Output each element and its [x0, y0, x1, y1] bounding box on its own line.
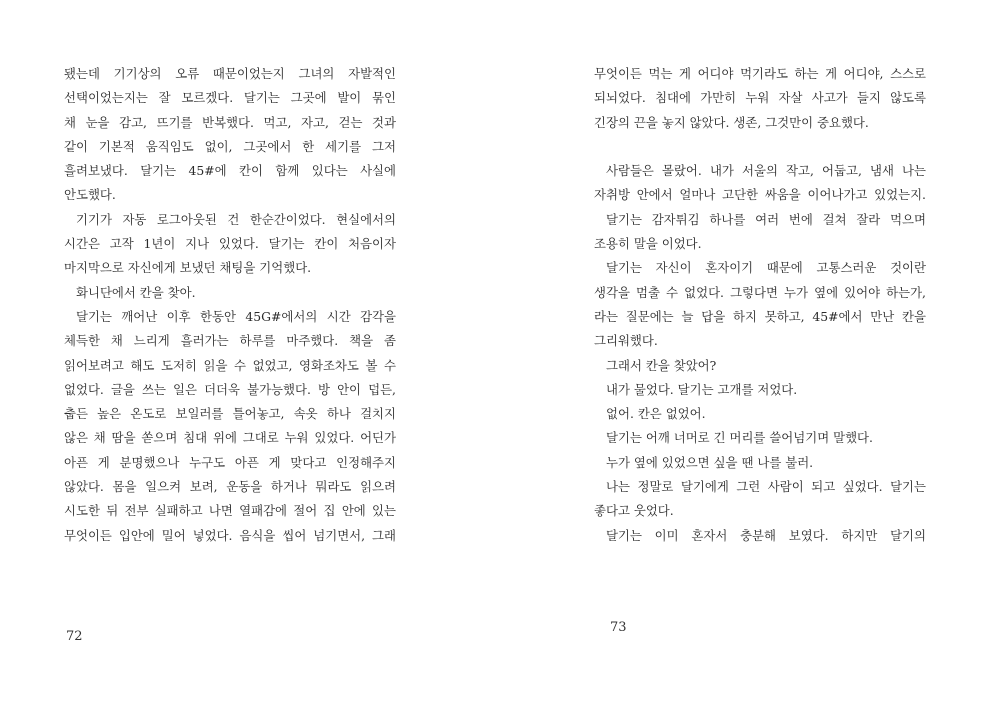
text-line: 됐는데 기기상의 오류 때문이었는지 그녀의 자발적인 [64, 66, 396, 81]
text-line: 나는 정말로 달기에게 그런 사람이 되고 싶었다. 달기는 [606, 479, 926, 495]
text-line: 무엇이든 먹는 게 어디야 먹기라도 하는 게 어디야, 스스로 [594, 66, 926, 81]
page-number-right: 73 [610, 620, 627, 635]
text-line: 시도한 뒤 전부 실패하고 나면 열패감에 절어 집 안에 있는 [64, 503, 396, 519]
page-number-left: 72 [66, 629, 83, 644]
text-line: 사람들은 몰랐어. 내가 서울의 작고, 어둡고, 냄새 나는 [606, 163, 926, 179]
text-line: 달기는 어깨 너머로 긴 머리를 쓸어넘기며 말했다. [606, 430, 873, 446]
text-line: 달기는 감자튀김 하나를 여러 번에 걸쳐 잘라 먹으며 [606, 211, 926, 227]
text-line: 마지막으로 자신에게 보냈던 채팅을 기억했다. [64, 260, 312, 276]
text-line: 읽어보려고 해도 도저히 읽을 수 없었고, 영화조차도 볼 수 [64, 357, 396, 373]
text-line: 긴장의 끈을 놓지 않았다. 생존, 그것만이 중요했다. [594, 114, 869, 130]
text-line: 생각을 멈출 수 없었다. 그렇다면 누가 옆에 있어야 하는가, [594, 284, 926, 300]
text-line: 안도했다. [64, 187, 116, 203]
text-line: 무엇이든 입안에 밀어 넣었다. 음식을 씹어 넘기면서, 그래 [64, 527, 396, 543]
text-line: 조용히 말을 이었다. [594, 236, 702, 252]
text-line: 내가 물었다. 달기는 고개를 저었다. [606, 381, 798, 397]
paragraph-gap [594, 135, 926, 159]
text-line: 없어. 칸은 없었어. [606, 406, 706, 422]
text-line: 라는 질문에는 늘 답을 하지 못하고, 45#에서 만난 칸을 [594, 308, 926, 324]
text-line: 화니단에서 칸을 찾아. [76, 284, 196, 300]
text-line: 아픈 게 분명했으나 누구도 아픈 게 맞다고 인정해주지 [64, 454, 396, 470]
text-line: 않은 채 땀을 쏟으며 침대 위에 그대로 누워 있었다. 어딘가 [64, 430, 396, 446]
text-line: 달기는 자신이 혼자이기 때문에 고통스러운 것이란 [606, 260, 926, 276]
text-line: 시간은 고작 1년이 지나 있었다. 달기는 칸이 처음이자 [64, 236, 396, 252]
text-line: 자취방 안에서 얼마나 고단한 싸움을 이어나가고 있었는지. [594, 187, 926, 203]
text-line: 기기가 자동 로그아웃된 건 한순간이었다. 현실에서의 [76, 211, 396, 227]
text-line: 선택이었는지는 잘 모르겠다. 달기는 그곳에 발이 묶인 [64, 90, 396, 106]
text-line: 좋다고 웃었다. [594, 503, 674, 519]
text-line: 채 눈을 감고, 뜨기를 반복했다. 먹고, 자고, 걷는 것과 [64, 114, 396, 130]
text-line: 체득한 채 느리게 흘러가는 하루를 마주했다. 책을 좀 [64, 333, 396, 349]
text-line: 흘려보냈다. 달기는 45#에 칸이 함께 있다는 사실에 [64, 163, 396, 179]
left-page [64, 62, 396, 548]
text-line: 없었다. 글을 쓰는 일은 더더욱 불가능했다. 방 안이 덥든, [64, 381, 396, 397]
text-line: 춥든 높은 온도로 보일러를 틀어놓고, 속옷 하나 걸치지 [64, 406, 396, 422]
text-line: 그래서 칸을 찾았어? [606, 357, 717, 373]
text-line: 그리워했다. [594, 333, 658, 349]
text-line: 누가 옆에 있었으면 싶을 땐 나를 불러. [606, 454, 814, 470]
right-page [594, 62, 926, 548]
text-line: 달기는 깨어난 이후 한동안 45G#에서의 시간 감각을 [76, 308, 396, 324]
text-line: 않았다. 몸을 일으켜 보려, 운동을 하거나 뭐라도 읽으려 [64, 479, 396, 495]
text-line: 되뇌었다. 침대에 가만히 누워 자살 사고가 들지 않도록 [594, 90, 926, 106]
text-line: 같이 기본적 움직임도 없이, 그곳에서 한 세기를 그저 [64, 138, 396, 154]
text-line: 달기는 이미 혼자서 충분해 보였다. 하지만 달기의 [606, 527, 926, 543]
